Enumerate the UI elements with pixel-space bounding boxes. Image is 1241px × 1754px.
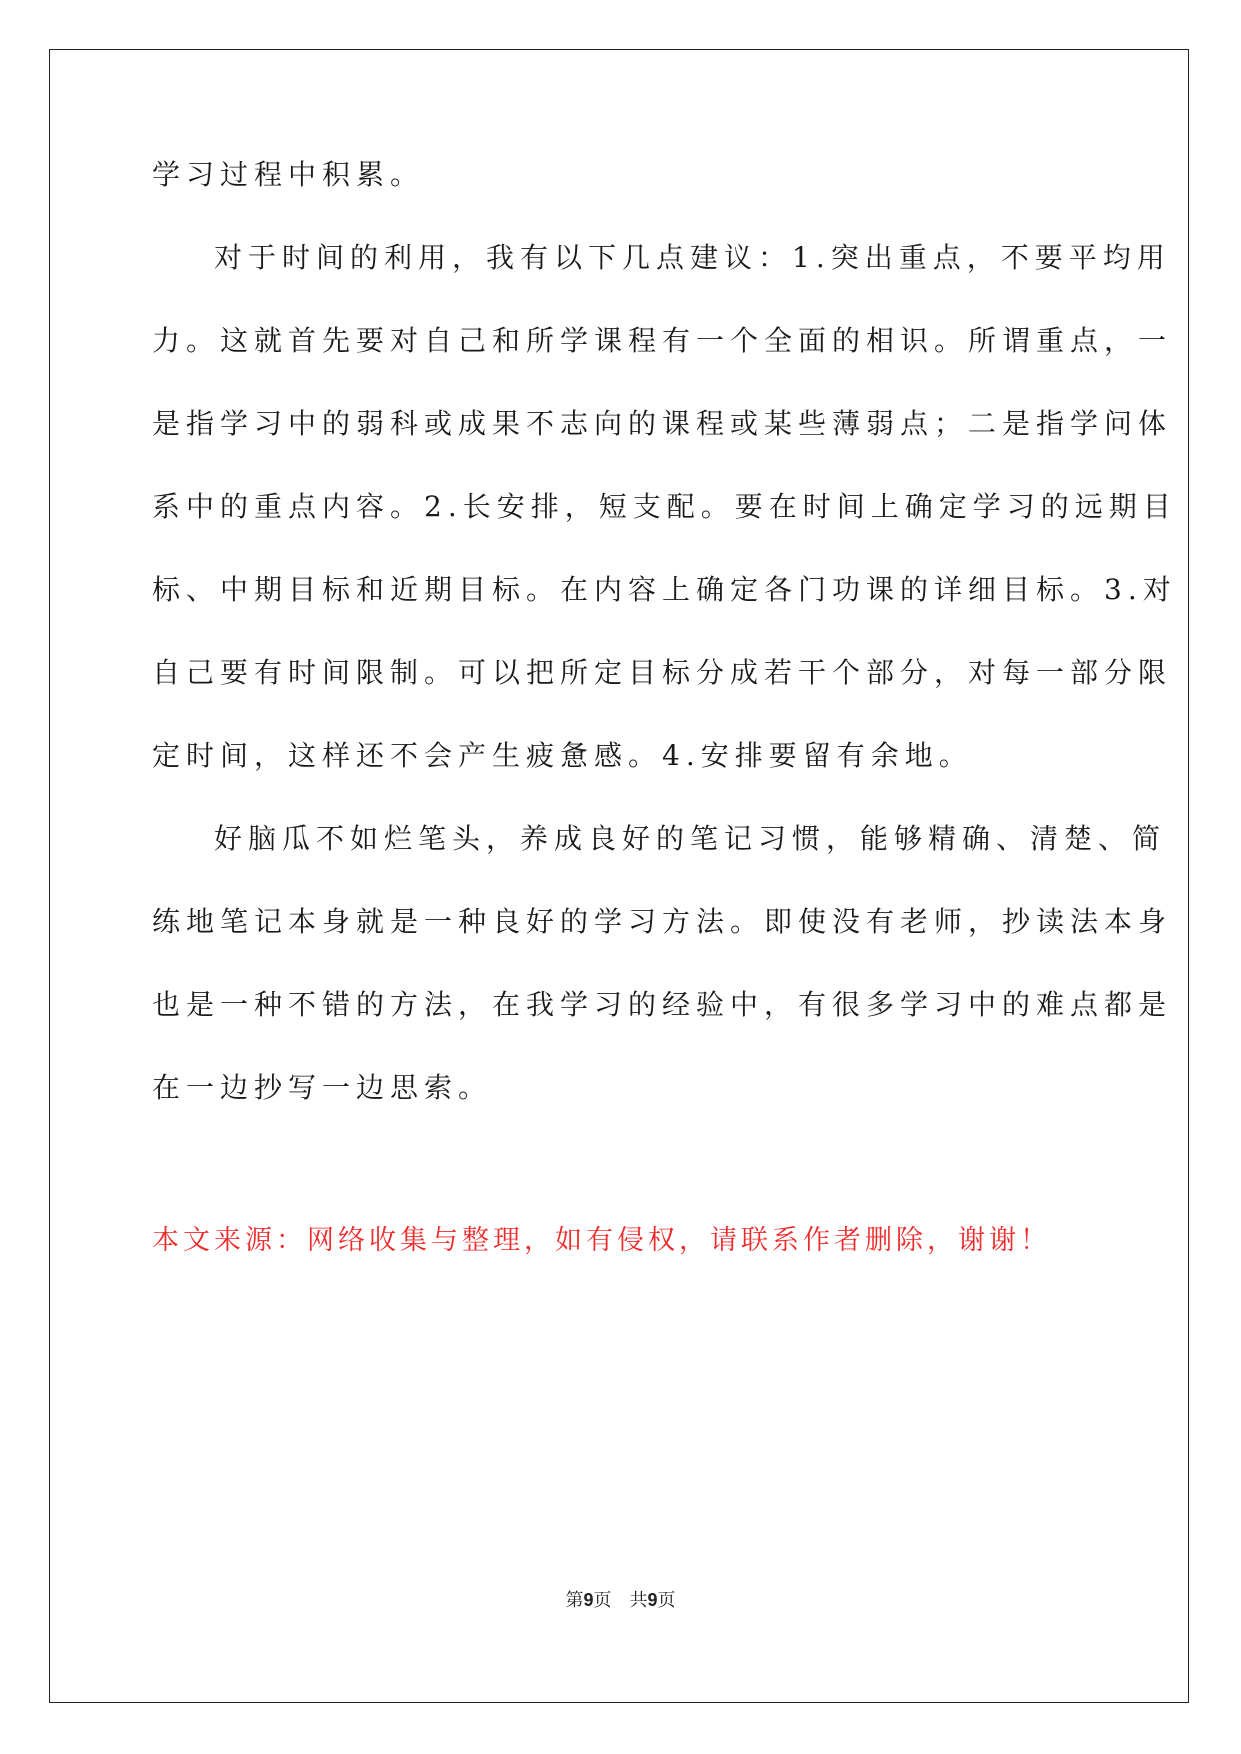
text-line: 力。这就首先要对自己和所学课程有一个全面的相识。所谓重点，一 <box>152 324 1173 357</box>
document-body <box>152 155 1177 1108</box>
source-note: 本文来源：网络收集与整理，如有侵权，请联系作者删除，谢谢！ <box>152 1225 1051 1256</box>
total-prefix: 共 <box>629 1590 648 1611</box>
page-total: 9 <box>647 1590 658 1610</box>
text-line: 学习过程中积累。 <box>152 158 425 191</box>
text-line: 也是一种不错的方法，在我学习的经验中，有很多学习中的难点都是 <box>152 988 1173 1021</box>
text-line: 自己要有时间限制。可以把所定目标分成若干个部分，对每一部分限 <box>152 656 1173 689</box>
text-line: 定时间，这样还不会产生疲惫感。4.安排要留有余地。 <box>152 739 973 772</box>
text-line: 标、中期目标和近期目标。在内容上确定各门功课的详细目标。3.对 <box>152 573 1177 606</box>
text-line: 在一边抄写一边思索。 <box>152 1071 493 1104</box>
page-current: 9 <box>583 1590 594 1610</box>
total-suffix: 页 <box>657 1590 676 1611</box>
text-line: 系中的重点内容。2.长安排，短支配。要在时间上确定学习的远期目 <box>152 490 1177 523</box>
text-line: 是指学习中的弱科或成果不志向的课程或某些薄弱点；二是指学问体 <box>152 407 1173 440</box>
text-line: 对于时间的利用，我有以下几点建议：1.突出重点，不要平均用 <box>214 241 1171 274</box>
page-footer <box>0 1586 1241 1612</box>
page-suffix: 页 <box>593 1590 612 1611</box>
page-prefix: 第 <box>565 1590 584 1611</box>
text-line: 好脑瓜不如烂笔头，养成良好的笔记习惯，能够精确、清楚、简 <box>214 822 1167 855</box>
text-line: 练地笔记本身就是一种良好的学习方法。即使没有老师，抄读法本身 <box>152 905 1173 938</box>
